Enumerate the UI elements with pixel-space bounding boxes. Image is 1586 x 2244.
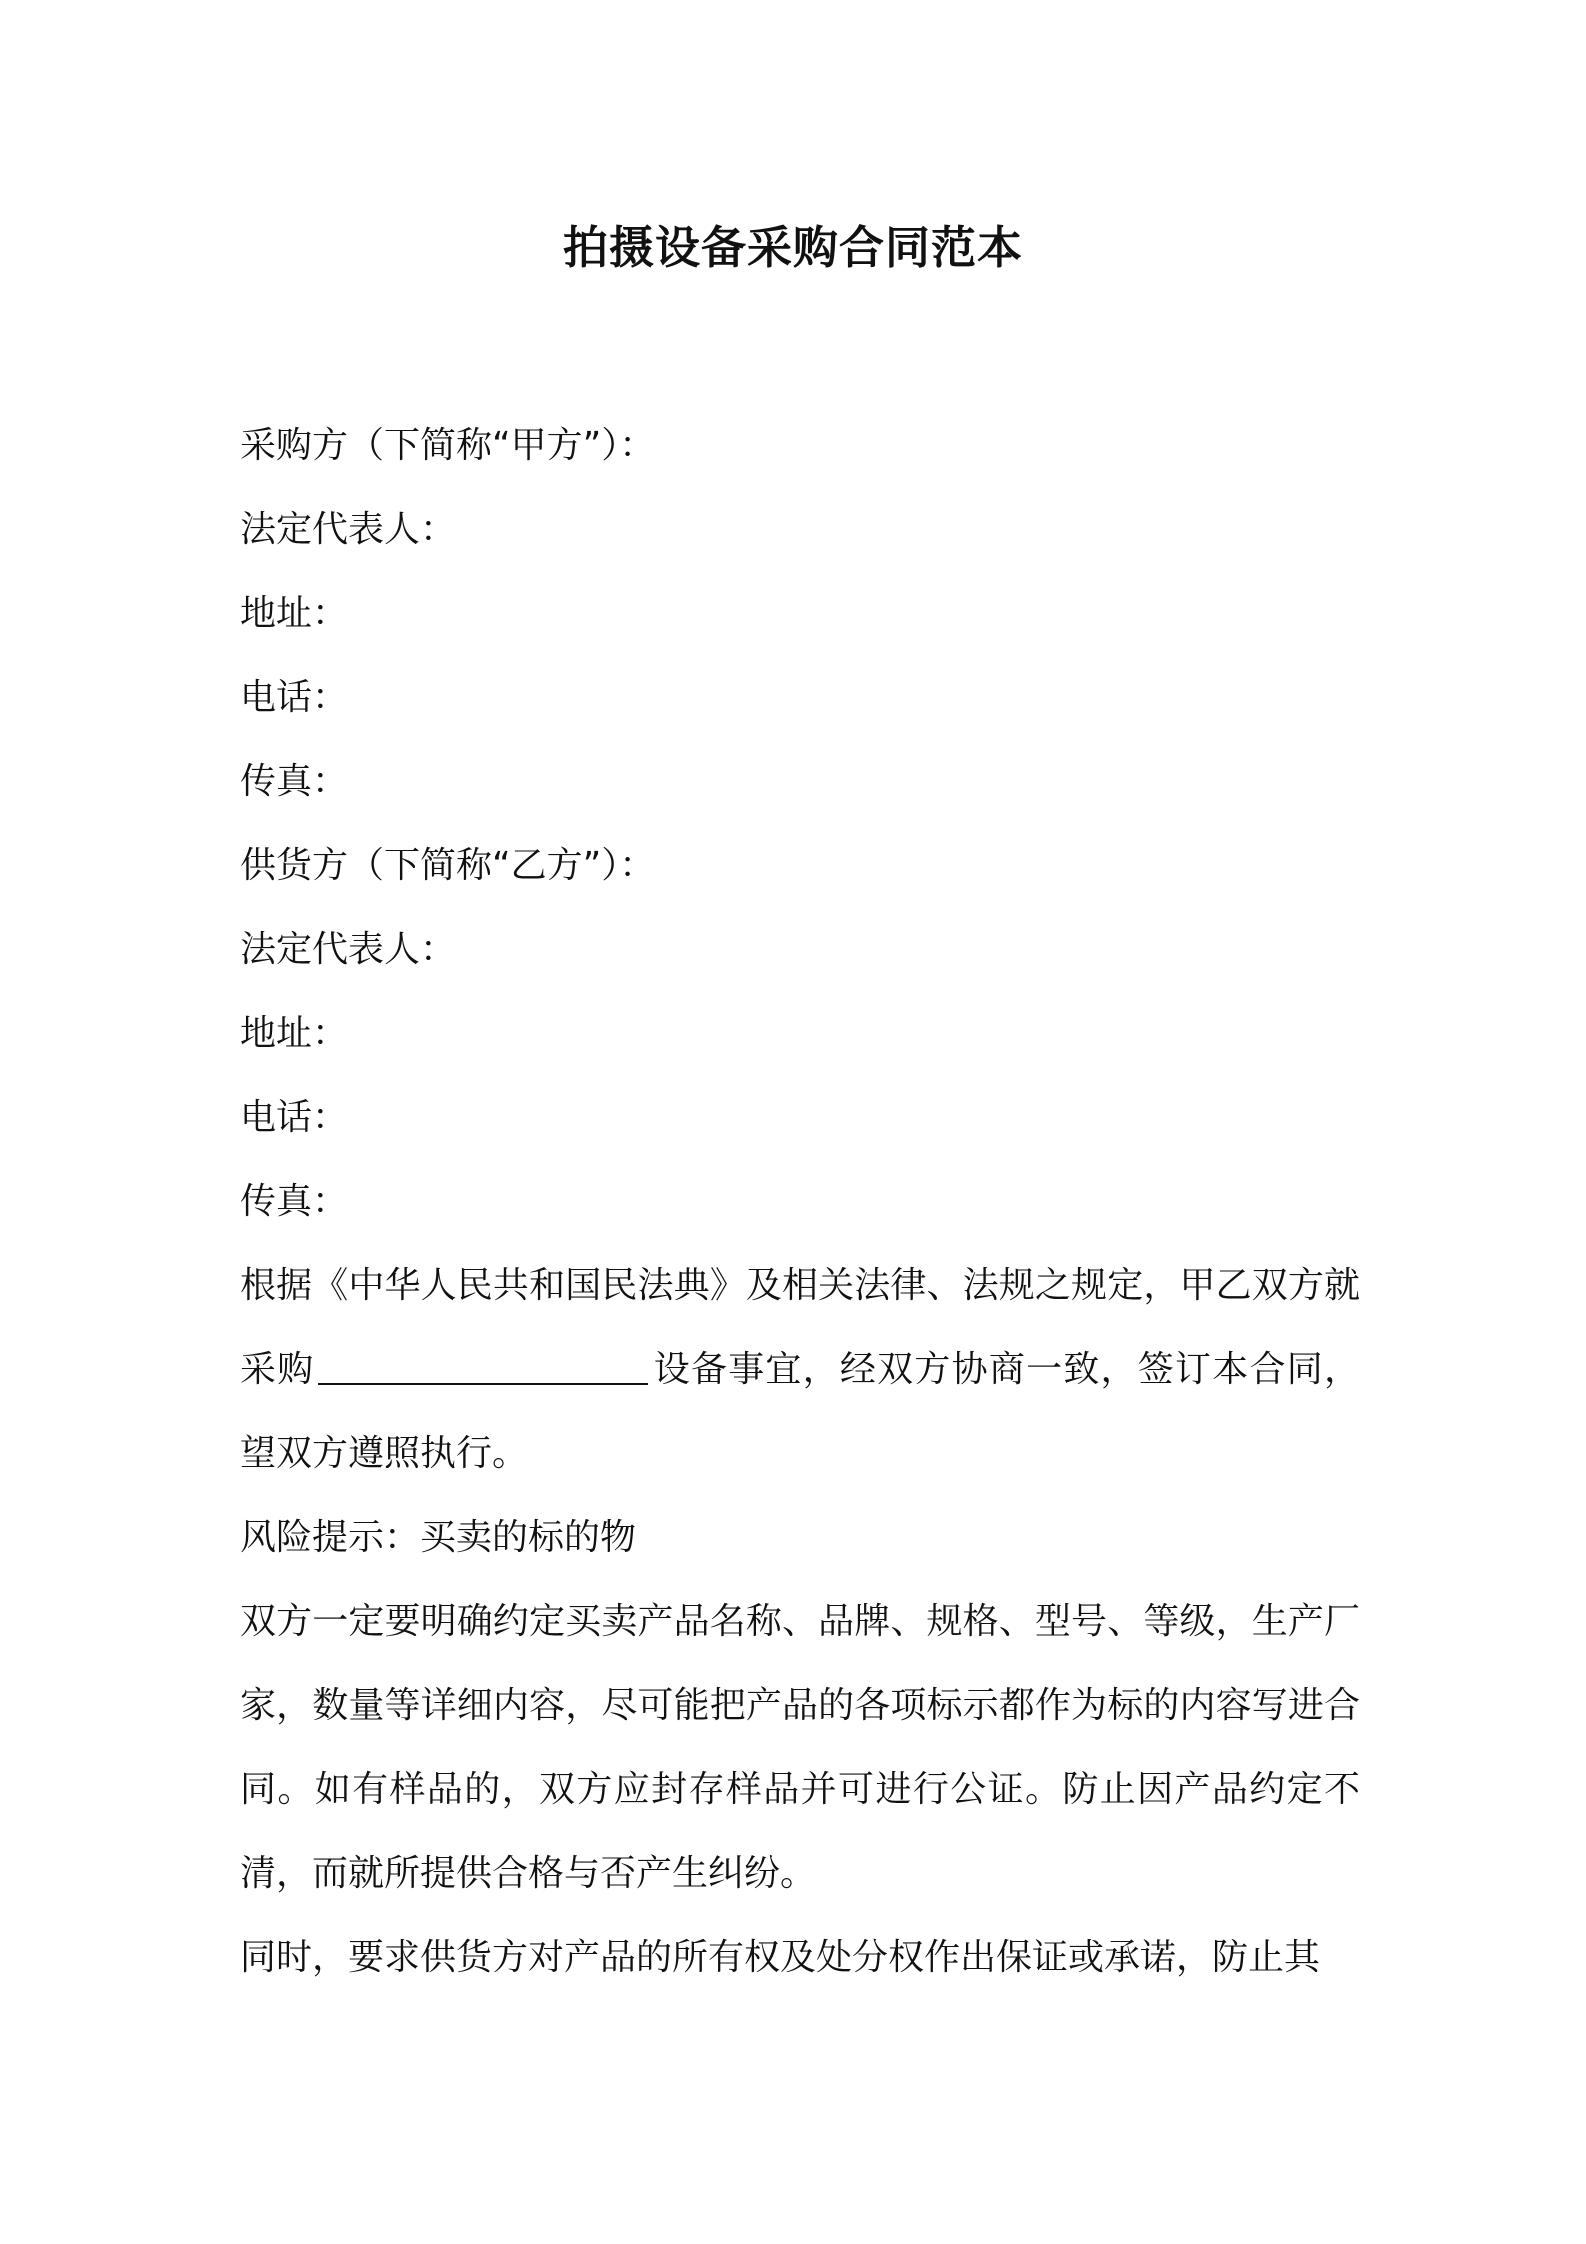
preamble-part-1: 根据《中华人民共和国民法典》及相关法律、法规之规定，甲乙双方就采购 xyxy=(240,1265,1360,1390)
risk-paragraph-1: 双方一定要明确约定买卖产品名称、品牌、规格、型号、等级，生产厂家，数量等详细内容，尽可能把产品的各项标示都作为标的内容写进合同。如有样品的，双方应封存样品并可进行公证。防止因产品约定不清，而就所提供合格与否产生纠纷。 xyxy=(240,1601,1360,1894)
party-b-phone: 电话： xyxy=(240,1097,349,1138)
party-b-address: 地址： xyxy=(240,1013,349,1054)
document-body xyxy=(240,404,1360,2000)
party-b-fax: 传真： xyxy=(240,1181,349,1222)
document-title: 拍摄设备采购合同范本 xyxy=(562,221,1023,274)
preamble-part-2: 设备事宜，经双方协商一致，签订本合同，望双方遵照执行。 xyxy=(240,1349,1360,1474)
party-a-address: 地址： xyxy=(240,593,349,634)
party-a-phone: 电话： xyxy=(240,677,349,718)
party-a-heading: 采购方（下简称“甲方”）： xyxy=(240,425,656,466)
party-a-representative: 法定代表人： xyxy=(240,509,457,550)
party-b-representative: 法定代表人： xyxy=(240,929,457,970)
party-a-fax: 传真： xyxy=(240,761,349,802)
preamble-paragraph xyxy=(240,1244,1360,1496)
risk-heading: 风险提示：买卖的标的物 xyxy=(240,1517,637,1558)
party-b-heading: 供货方（下简称“乙方”）： xyxy=(240,845,656,886)
equipment-blank-field[interactable] xyxy=(318,1349,648,1385)
risk-paragraph-2: 同时，要求供货方对产品的所有权及处分权作出保证或承诺，防止其 xyxy=(240,1937,1321,1978)
